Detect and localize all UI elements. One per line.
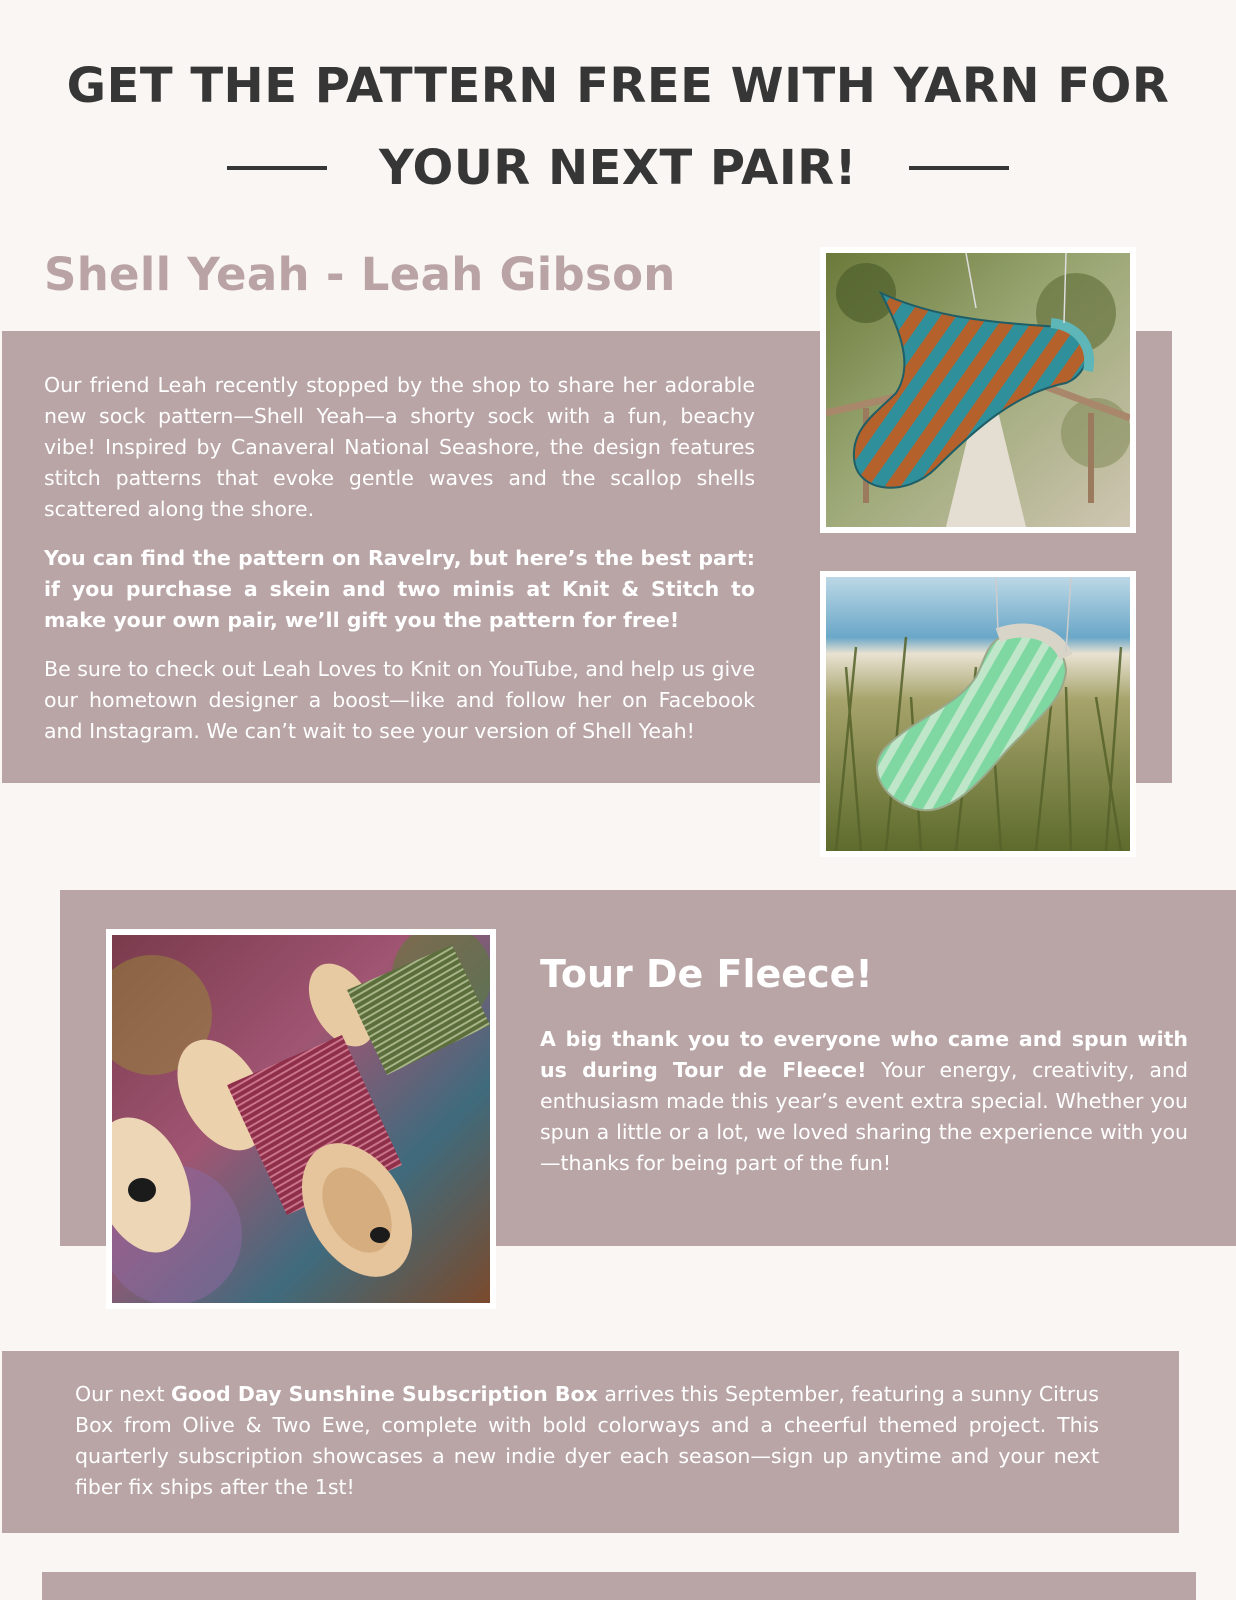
shell-yeah-text <box>44 370 755 765</box>
yarn-spools-photo <box>106 929 496 1309</box>
tour-de-fleece-text <box>540 1024 1188 1179</box>
tour-de-fleece-title: Tour De Fleece! <box>540 952 873 996</box>
subscription-intro: Our next <box>75 1382 172 1406</box>
shell-yeah-title: Shell Yeah - Leah Gibson <box>44 248 676 301</box>
green-sock-photo <box>820 571 1136 857</box>
right-decorative-rule <box>909 166 1009 170</box>
headline-line-1: GET THE PATTERN FREE WITH YARN FOR <box>66 58 1170 114</box>
bottom-band <box>42 1572 1196 1600</box>
orange-teal-sock-photo <box>820 247 1136 533</box>
left-decorative-rule <box>227 166 327 170</box>
headline-line-2-row <box>227 134 1009 202</box>
subscription-box-name: Good Day Sunshine Subscription Box <box>171 1382 598 1406</box>
shell-yeah-social: Be sure to check out Leah Loves to Knit on YouTube, and help us give our hometown designer a boost—like and follow her on Facebook and Instagram. We can’t wait to see your version of Shell Yeah! <box>44 657 755 743</box>
subscription-details: arrives this September, featuring a sunny Citrus Box from Olive & Two Ewe, complete with bold colorways and a cheerful themed project. This quarterly subscription showcases a new indie dyer each season—sign up anytime and your next fiber fix ships after the 1st! <box>75 1382 1099 1499</box>
subscription-box-text <box>75 1379 1099 1503</box>
headline-line-2: YOUR NEXT PAIR! <box>378 140 858 196</box>
headline <box>0 52 1236 202</box>
tour-de-fleece-lead: A big thank you to everyone who came and spun with us during Tour de Fleece! <box>540 1027 1188 1082</box>
tour-de-fleece-body: Your energy, creativity, and enthusiasm made this year’s event extra special. Whether you spun a little or a lot, we loved sharing the experience with you—thanks for being part of the fun! <box>540 1058 1188 1175</box>
shell-yeah-offer: You can find the pattern on Ravelry, but here’s the best part: if you purchase a skein and two minis at Knit & Stitch to make your own pair, we’ll gift you the pattern for free! <box>44 546 755 632</box>
shell-yeah-intro: Our friend Leah recently stopped by the shop to share her adorable new sock pattern—Shell Yeah—a shorty sock with a fun, beachy vibe! Inspired by Canaveral National Seashore, the design features stitch patterns that evoke gentle waves and the scallop shells scattered along the shore. <box>44 373 755 521</box>
